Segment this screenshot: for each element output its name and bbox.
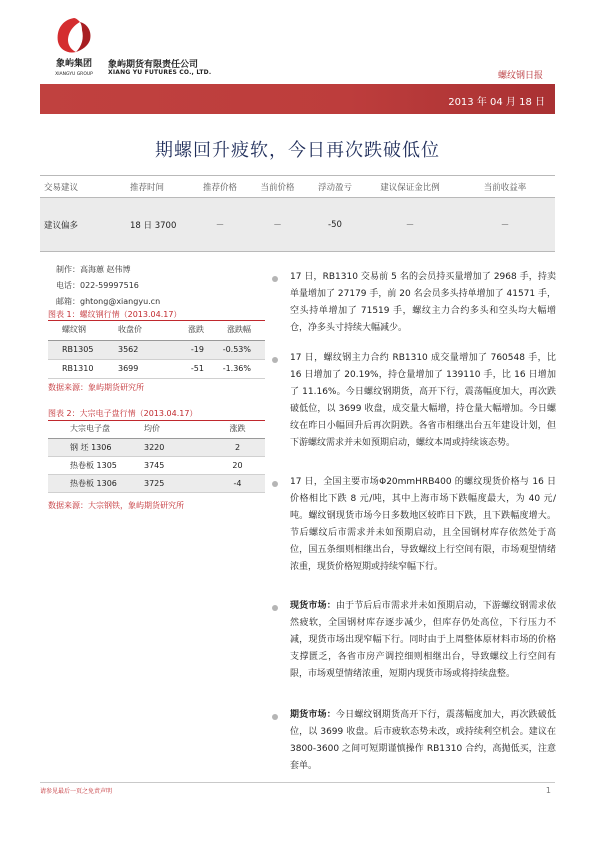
email-link[interactable]: 邮箱：ghtong@xiangyu.cn <box>56 297 161 306</box>
xiangyu-logo <box>48 14 100 78</box>
rec-header-cell: 推荐价格 <box>190 176 250 198</box>
rec-header-cell: 建议保证金比例 <box>365 176 455 198</box>
logo-en-text: XIANGYU GROUP <box>55 72 93 77</box>
futures-market-label: 期货市场： <box>290 710 336 720</box>
footer-divider <box>40 782 555 783</box>
rec-cell: － <box>190 198 250 252</box>
figure1-header-cell: 涨跌幅 <box>212 320 265 340</box>
date-banner <box>40 84 555 114</box>
table-row <box>48 438 265 456</box>
figure2-header-cell: 均价 <box>132 420 200 438</box>
bullet-icon <box>272 357 278 363</box>
table-row <box>48 359 265 378</box>
rec-header-cell: 推荐时间 <box>100 176 190 198</box>
table-row <box>48 456 265 474</box>
rec-header-cell: 浮动盈亏 <box>305 176 365 198</box>
recommendation-header-row <box>40 176 555 198</box>
figure1-cell: 3699 <box>106 359 166 378</box>
company-name-en: XIANG YU FUTURES CO., LTD. <box>108 69 212 76</box>
bullet-icon <box>272 276 278 282</box>
figure2-header-cell: 大宗电子盘 <box>48 420 132 438</box>
spot-market-label: 现货市场： <box>290 601 336 611</box>
author-contacts <box>56 262 160 310</box>
figure1-cell: -19 <box>166 340 212 359</box>
bullet-icon <box>272 481 278 487</box>
paragraph-futures-volume: 17 日，螺纹钢主力合约 RB1310 成交量增加了 760548 手，比 16 日增加了 20.19%，持仓量增加了 139110 手，比 16 日增加了 11.16%。今日螺纹钢期货，高开下行，震荡幅度加大，再次跌破低位，以 3699 收盘，成交量大幅增，持仓量大幅增加。今日螺纹在昨日小幅回升后再次阴跌。各省市相继出台五年建设计划，但下游螺纹需求并未如预期启动，螺纹本周或持续该态势。 <box>290 353 556 448</box>
figure2-header-row <box>48 420 265 438</box>
figure1-cell: 3562 <box>106 340 166 359</box>
rec-cell: -50 <box>305 198 365 252</box>
table-row <box>48 474 265 492</box>
phone-line: 电话：022-59997516 <box>56 281 139 290</box>
figure2-header-cell: 涨跌 <box>200 420 265 438</box>
paragraph-positions: 17 日，RB1310 交易前 5 名的会员持买量增加了 2968 手，持卖单量增加了 27179 手，前 20 名会员多头持单增加了 41571 手，空头持单增加了 71519 手，螺纹主力合约多头和空头均大幅增仓，净多头寸持续大幅减少。 <box>290 272 556 333</box>
rec-cell: 建议偏多 <box>40 198 100 252</box>
bullet-icon <box>272 714 278 720</box>
figure1-header-cell: 收盘价 <box>106 320 166 340</box>
page-title: 期螺回升疲软，今日再次跌破低位 <box>155 140 440 161</box>
company-name-cn: 象屿期货有限责任公司 <box>108 60 199 70</box>
rec-header-cell: 当前价格 <box>250 176 305 198</box>
figure1-header-cell: 涨跌 <box>166 320 212 340</box>
figure2-cell: 3745 <box>132 456 200 474</box>
report-type: 螺纹钢日报 <box>497 71 543 81</box>
rec-cell: － <box>250 198 305 252</box>
paragraph-futures-market <box>290 707 556 775</box>
rec-header-cell: 当前收益率 <box>455 176 555 198</box>
figure1-cell: -0.53% <box>212 340 265 359</box>
figure1-header-row <box>48 320 265 340</box>
figure1-source: 数据来源：象屿期货研究所 <box>48 383 144 392</box>
figure1-cell: RB1305 <box>48 340 106 359</box>
table-row <box>40 198 555 252</box>
logo-cn-text: 象屿集团 <box>55 59 93 69</box>
futures-market-text: 今日螺纹钢期货高开下行，震荡幅度加大，再次跌破低位，以 3699 收盘。后市疲软态势未改，或持续利空机会。建议在 3800-3600 之间可短期谨慎操作 RB1310 合约，高抛低买，注意套单。 <box>290 710 556 771</box>
figure1-table <box>48 320 265 379</box>
rec-cell: 18 日 3700 <box>100 198 190 252</box>
figure2-cell: 热卷板 1306 <box>48 474 132 492</box>
figure2-cell: 3725 <box>132 474 200 492</box>
report-date: 2013 年 04 月 18 日 <box>448 97 545 108</box>
figure2-cell: 热卷板 1305 <box>48 456 132 474</box>
page-number: 1 <box>545 786 551 795</box>
figure2-cell: 3220 <box>132 438 200 456</box>
rec-cell: － <box>455 198 555 252</box>
table-row <box>48 340 265 359</box>
figure1-cell: -1.36% <box>212 359 265 378</box>
figure2-source: 数据来源：大宗钢铁，象屿期货研究所 <box>48 501 184 510</box>
figure1-cell: -51 <box>166 359 212 378</box>
spot-market-text: 由于节后后市需求并未如预期启动，下游螺纹钢需求依然疲软，全国钢材库存逐步减少，但库存仍处高位，下行压力不减，现货市场出现窄幅下行。同时由于上周整体原材料市场的价格支撑匮乏，各省市房产调控细则相继出台，导致螺纹上行空间有限，市场观望情绪浓重，短期内现货市场或将持续盘整。 <box>290 601 556 679</box>
figure2-cell: 2 <box>200 438 265 456</box>
figure2-cell: 钢 坯 1306 <box>48 438 132 456</box>
recommendation-table <box>40 175 555 252</box>
paragraph-spot-market <box>290 598 556 683</box>
paragraph-spot-price: 17 日，全国主要市场Φ20mmHRB400 的螺纹现货价格与 16 日价格相比下跌 8 元/吨，其中上海市场下跌幅度最大，为 40 元/吨。螺纹钢现货市场今日多数地区较昨日下跌，且下跌幅度增大。节后螺纹后市需求并未如预期启动，且全国钢材库存依然处于高位，国五条细则相继出台，导致螺纹上行空间有限，市场观望情绪浓重，现货价格短期或持续窄幅下行。 <box>290 477 556 572</box>
bullet-icon <box>272 605 278 611</box>
figure1-title: 图表 1：螺纹钢行情（2013.04.17） <box>48 310 182 319</box>
figure2-cell: 20 <box>200 456 265 474</box>
rec-header-cell: 交易建议 <box>40 176 100 198</box>
disclaimer-note: 请参见最后一页之免责声明 <box>40 788 113 795</box>
figure2-table <box>48 420 265 493</box>
figure2-title: 图表 2：大宗电子盘行情（2013.04.17） <box>48 409 198 418</box>
author-line: 制作：高海蕙 赵伟博 <box>56 265 131 274</box>
figure1-cell: RB1310 <box>48 359 106 378</box>
rec-cell: － <box>365 198 455 252</box>
figure2-cell: -4 <box>200 474 265 492</box>
figure1-header-cell: 螺纹钢 <box>48 320 106 340</box>
